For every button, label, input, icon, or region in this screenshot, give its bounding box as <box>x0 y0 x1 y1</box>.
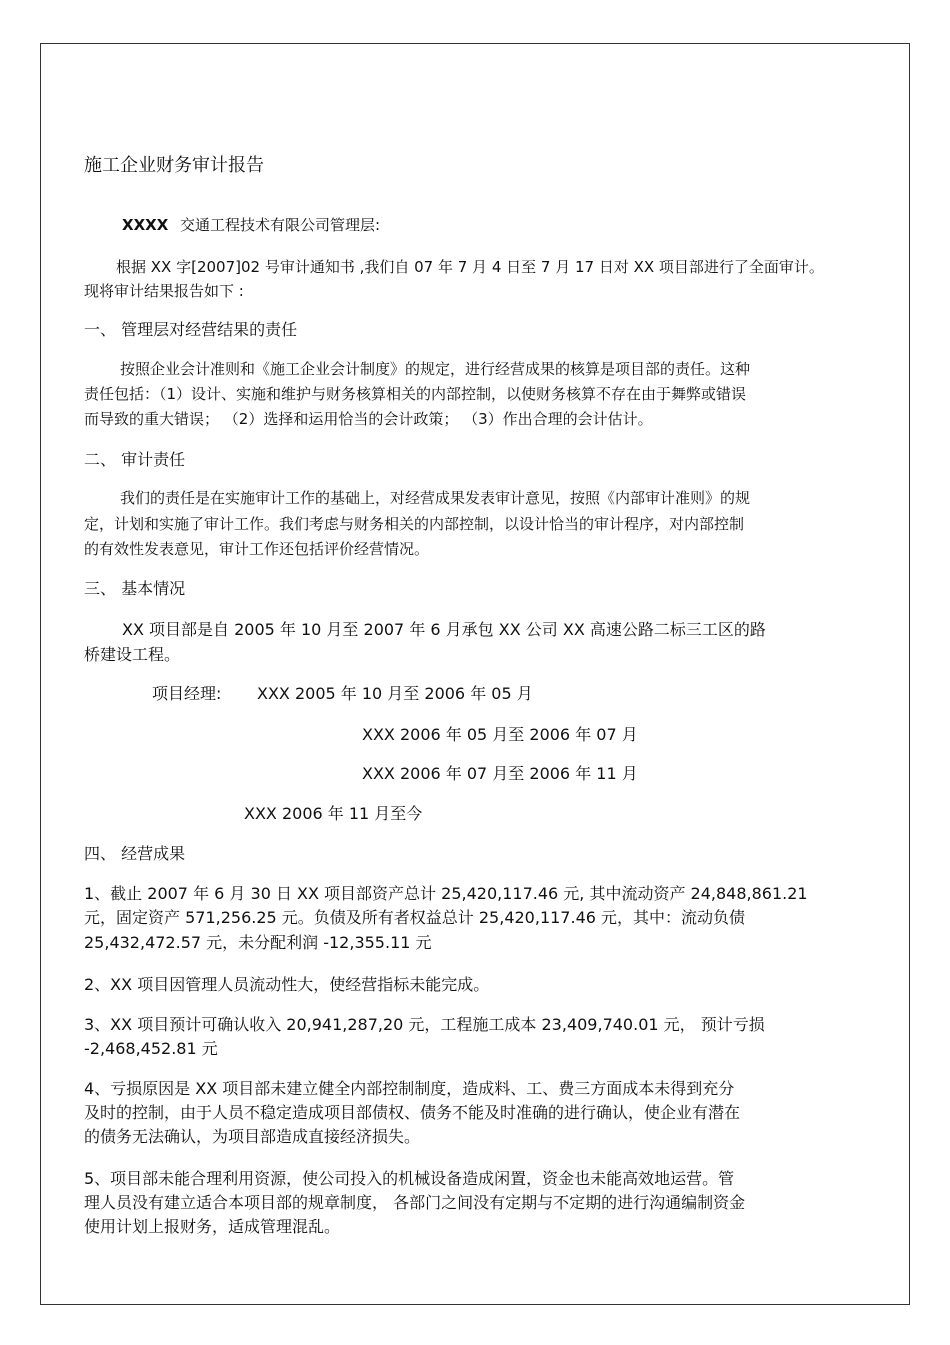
result-4-line-1: 4、亏损原因是 XX 项目部未建立健全内部控制制度，造成料、工、费三方面成本未得到充分 <box>84 1079 735 1098</box>
result-4-line-2: 及时的控制，由于人员不稳定造成项目部债权、债务不能及时准确的进行确认，使企业有潜在 <box>84 1103 741 1122</box>
result-1-line-1: 1、截止 2007 年 6 月 30 日 XX 项目部资产总计 25,420,117.46 元, 其中流动资产 24,848,861.21 <box>84 884 808 903</box>
result-2-line-1: 2、XX 项目因管理人员流动性大，使经营指标未能完成。 <box>84 975 490 994</box>
result-1-line-3: 25,432,472.57 元，未分配利润 -12,355.11 元 <box>84 933 432 952</box>
result-3-line-1: 3、XX 项目预计可确认收入 20,941,287,20 元，工程施工成本 23,409,740.01 元， 预计亏损 <box>84 1015 765 1034</box>
section-3-line-2: 桥建设工程。 <box>84 645 181 664</box>
section-1-heading: 一、 管理层对经营结果的责任 <box>84 320 298 339</box>
section-2-line-1: 我们的责任是在实施审计工作的基础上，对经营成果发表审计意见，按照《内部审计准则》的规 <box>120 489 751 507</box>
section-1-line-2: 责任包括：（1）设计、实施和维护与财务核算相关的内部控制，以使财务核算不存在由于舞弊或错误 <box>84 385 747 403</box>
section-1-line-3: 而导致的重大错误； （2）选择和运用恰当的会计政策； （3）作出合理的会计估计。 <box>84 410 653 428</box>
result-5-line-3: 使用计划上报财务，适成管理混乱。 <box>84 1217 341 1236</box>
result-3-line-2: -2,468,452.81 元 <box>84 1039 218 1058</box>
section-2-heading: 二、 审计责任 <box>84 450 186 469</box>
intro-line-2: 现将审计结果报告如下 : <box>84 282 244 300</box>
manager-entry-2: XXX 2006 年 05 月至 2006 年 07 月 <box>362 725 638 744</box>
manager-entry-1: XXX 2005 年 10 月至 2006 年 05 月 <box>257 684 533 703</box>
addressee-company-bold: XXXX <box>122 216 169 234</box>
manager-entry-3: XXX 2006 年 07 月至 2006 年 11 月 <box>362 764 638 783</box>
manager-entry-4: XXX 2006 年 11 月至今 <box>244 804 423 823</box>
result-5-line-2: 理人员没有建立适合本项目部的规章制度， 各部门之间没有定期与不定期的进行沟通编制资金 <box>84 1193 746 1212</box>
section-4-heading: 四、 经营成果 <box>84 844 186 863</box>
result-1-line-2: 元，固定资产 571,256.25 元。负债及所有者权益总计 25,420,117.46 元，其中：流动负债 <box>84 908 746 927</box>
addressee-text: 交通工程技术有限公司管理层: <box>180 216 381 234</box>
result-4-line-3: 的债务无法确认，为项目部造成直接经济损失。 <box>84 1127 421 1146</box>
section-1-line-1: 按照企业会计准则和《施工企业会计制度》的规定，进行经营成果的核算是项目部的责任。这种 <box>120 360 751 378</box>
section-2-line-2: 定，计划和实施了审计工作。我们考虑与财务相关的内部控制，以设计恰当的审计程序，对内部控制 <box>84 515 745 533</box>
manager-label: 项目经理: <box>152 684 222 703</box>
intro-line-1: 根据 XX 字[2007]02 号审计通知书 ,我们自 07 年 7 月 4 日至 7 月 17 日对 XX 项目部进行了全面审计。 <box>116 258 824 276</box>
document-title: 施工企业财务审计报告 <box>84 155 264 176</box>
section-2-line-3: 的有效性发表意见，审计工作还包括评价经营情况。 <box>84 540 430 558</box>
section-3-heading: 三、 基本情况 <box>84 579 186 598</box>
result-5-line-1: 5、项目部未能合理利用资源，使公司投入的机械设备造成闲置，资金也未能高效地运营。管 <box>84 1169 735 1188</box>
section-3-line-1: XX 项目部是自 2005 年 10 月至 2007 年 6 月承包 XX 公司 XX 高速公路二标三工区的路 <box>122 620 766 639</box>
